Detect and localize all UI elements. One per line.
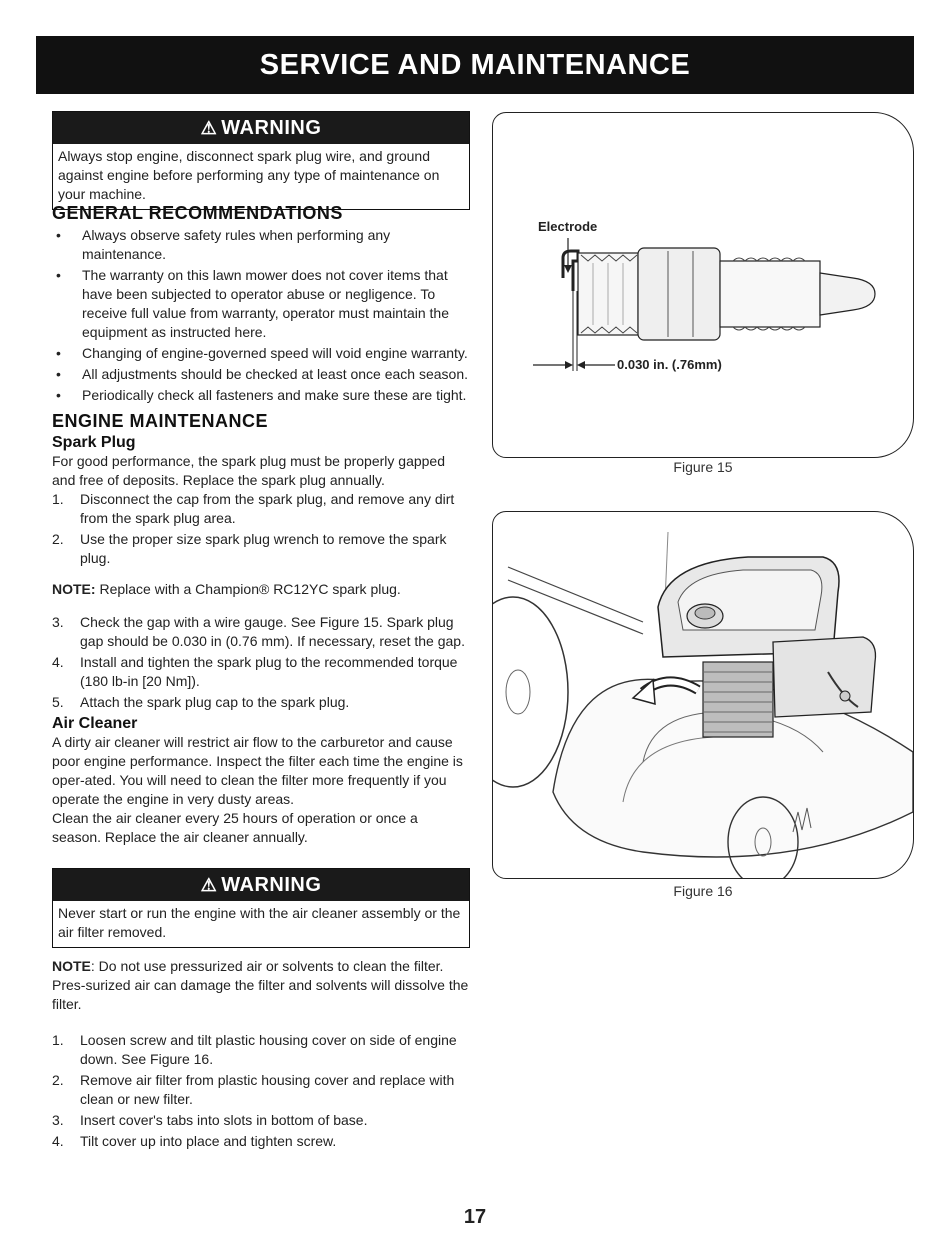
mower-engine-illustration: [493, 512, 913, 878]
figure-16-frame: [492, 511, 914, 879]
engine-heading: ENGINE MAINTENANCE: [52, 411, 269, 431]
list-item: • All adjustments should be checked at least once each season.: [52, 365, 470, 384]
list-item: 4. Tilt cover up into place and tighten screw.: [52, 1133, 337, 1149]
air-cleaner-procedure: [52, 957, 470, 1153]
warning-label: WARNING: [221, 116, 322, 139]
warning-label: WARNING: [221, 873, 322, 896]
spark-steps-b: [52, 613, 470, 712]
air-cleaner-heading: Air Cleaner: [52, 715, 138, 732]
warning-header: [53, 112, 469, 144]
warning-box-2: [52, 868, 470, 948]
warning-header: [53, 869, 469, 901]
spark-plug-diagram: [493, 113, 913, 457]
figure-16-caption: Figure 16: [673, 883, 733, 899]
list-item: 2. Use the proper size spark plug wrench to remove the spark plug.: [52, 531, 447, 566]
warning-triangle-icon: ⚠: [200, 874, 218, 895]
general-list: [52, 226, 470, 405]
air-cleaner-intro: A dirty air cleaner will restrict air flow to the carburetor and cause poor engine performance. Inspect the filter each time the engine is oper-ated. You will need to clean the filter more frequently if you operate the engine in very dusty areas.: [52, 734, 463, 807]
list-item: • Changing of engine-governed speed will void engine warranty.: [52, 344, 470, 363]
warning-text: Always stop engine, disconnect spark plug wire, and ground against engine before performing any type of maintenance on your machine.: [58, 148, 440, 202]
list-item: • Periodically check all fasteners and make sure these are tight.: [52, 386, 470, 405]
warning-box-1: [52, 111, 470, 210]
list-item: 5. Attach the spark plug cap to the spark plug.: [52, 694, 350, 710]
general-heading: GENERAL RECOMMENDATIONS: [52, 203, 343, 223]
list-item: 2. Remove air filter from plastic housing cover and replace with clean or new filter.: [52, 1072, 455, 1107]
engine-maintenance: [52, 412, 470, 847]
warning-text: Never start or run the engine with the air cleaner assembly or the air filter removed.: [58, 905, 461, 940]
general-recommendations: [52, 204, 470, 407]
list-item: 1. Loosen screw and tilt plastic housing cover on side of engine down. See Figure 16.: [52, 1032, 457, 1067]
figure-15-frame: [492, 112, 914, 458]
air-steps: [52, 1031, 470, 1151]
spark-plug-intro: For good performance, the spark plug must be properly gapped and free of deposits. Replace the spark plug annually.: [52, 453, 446, 488]
list-item: • The warranty on this lawn mower does not cover items that have been subjected to operator abuse or negligence. To receive full value from warranty, operator must maintain the equipment as instructed here.: [52, 266, 470, 342]
page-number: 17: [463, 1206, 487, 1228]
air-note: NOTE: Do not use pressurized air or solvents to clean the filter. Pres-surized air can damage the filter and solvents will dissolve the filter.: [52, 958, 469, 1012]
electrode-label: Electrode: [538, 219, 598, 234]
list-item: 3. Check the gap with a wire gauge. See Figure 15. Spark plug gap should be 0.030 in (0.76 mm). If necessary, reset the gap.: [52, 614, 465, 649]
air-cleaner-intro-2: Clean the air cleaner every 25 hours of operation or once a season. Replace the air cleaner annually.: [52, 810, 418, 845]
list-item: 4. Install and tighten the spark plug to the recommended torque (180 lb-in [20 Nm]).: [52, 654, 458, 689]
warning-triangle-icon: ⚠: [200, 117, 218, 138]
section-banner: [36, 36, 914, 94]
gap-label: 0.030 in. (.76mm): [617, 357, 722, 372]
spark-note: NOTE: Replace with a Champion® RC12YC spark plug.: [52, 581, 401, 597]
page-title: SERVICE AND MAINTENANCE: [259, 48, 691, 81]
figure-15-caption: Figure 15: [673, 459, 733, 475]
spark-plug-heading: Spark Plug: [52, 434, 136, 451]
list-item: 1. Disconnect the cap from the spark plug, and remove any dirt from the spark plug area.: [52, 491, 455, 526]
list-item: • Always observe safety rules when performing any maintenance.: [52, 226, 470, 264]
list-item: 3. Insert cover's tabs into slots in bottom of base.: [52, 1112, 368, 1128]
spark-steps-a: [52, 490, 470, 568]
